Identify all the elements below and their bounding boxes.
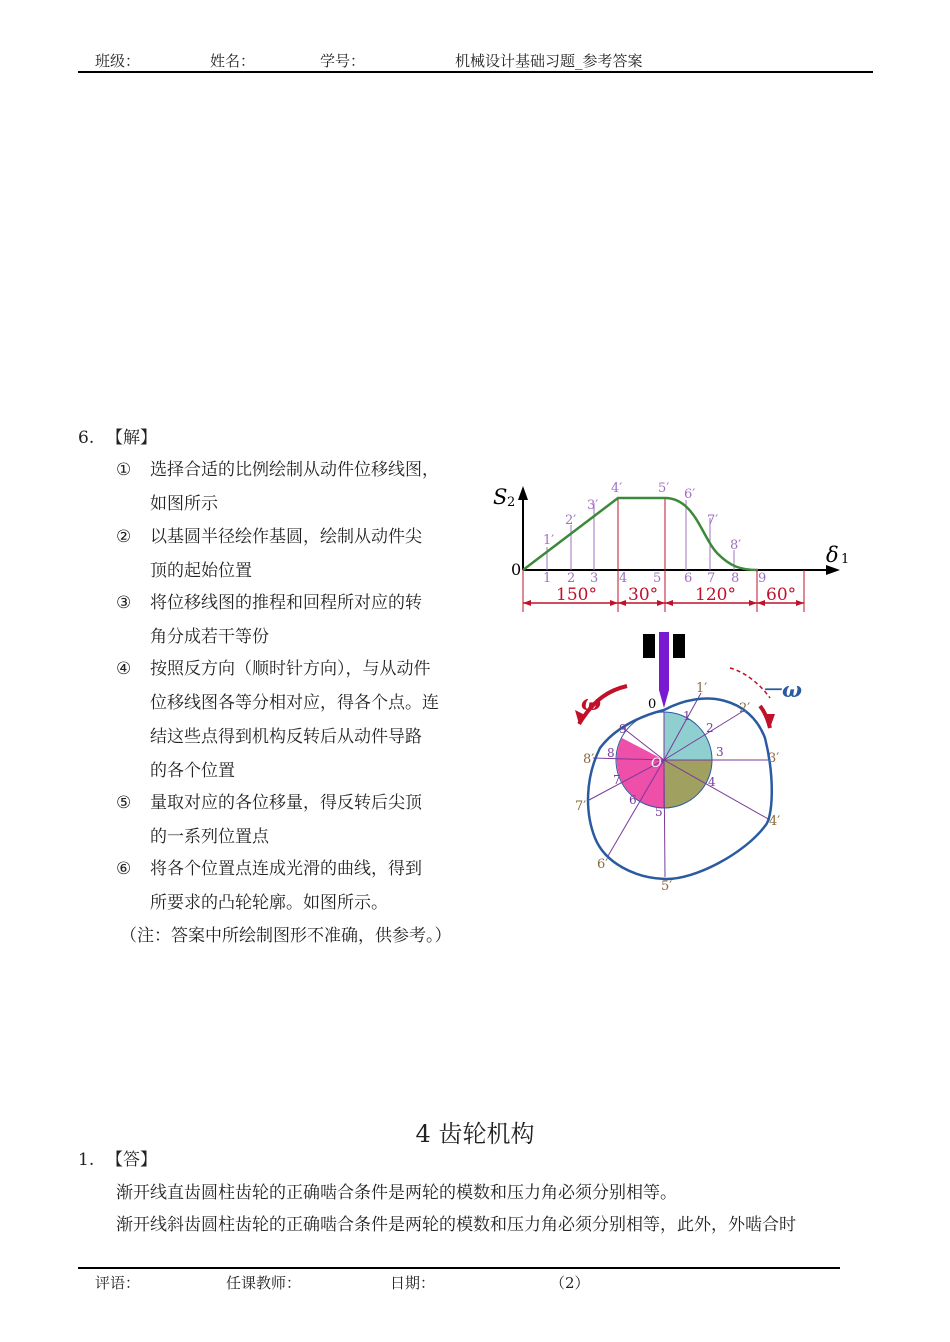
outer-point-label: 5′ bbox=[661, 879, 673, 894]
step-text: 位移线图各等分相对应，得各个点。连 bbox=[150, 693, 439, 713]
question-6-tag: 【解】 bbox=[106, 428, 157, 448]
inner-point-label: 6 bbox=[629, 793, 637, 807]
step-text: 按照反方向（顺时针方向），与从动件 bbox=[150, 659, 431, 679]
point-label: 7′ bbox=[707, 513, 719, 528]
point-label: 3′ bbox=[587, 498, 599, 513]
tick-label: 4 bbox=[619, 571, 628, 586]
tick-label: 2 bbox=[567, 571, 576, 586]
name-label: 姓名： bbox=[210, 52, 256, 70]
footer-rule bbox=[78, 1267, 840, 1269]
inner-point-label: 3 bbox=[716, 745, 724, 759]
displacement-curve bbox=[523, 498, 758, 570]
tick-label: 5 bbox=[653, 571, 662, 586]
question-1-number: 1. bbox=[78, 1150, 95, 1170]
tick-label: 3 bbox=[590, 571, 599, 586]
doc-title: 机械设计基础习题_参考答案 bbox=[455, 52, 643, 70]
segment-label: 150° bbox=[556, 585, 597, 605]
step-mark: ② bbox=[116, 527, 132, 547]
note: （注：答案中所绘制图形不准确，供参考。） bbox=[120, 926, 452, 946]
inner-point-label: 7 bbox=[613, 773, 621, 787]
date-label: 日期： bbox=[390, 1274, 436, 1292]
step-mark: ④ bbox=[116, 659, 132, 679]
step-text: 将位移线图的推程和回程所对应的转 bbox=[150, 593, 422, 613]
step-text: 的一系列位置点 bbox=[150, 827, 269, 847]
segment-label: 30° bbox=[628, 585, 659, 605]
header-rule bbox=[78, 71, 873, 73]
follower-guide-right bbox=[673, 634, 685, 658]
step-text: 如图所示 bbox=[150, 494, 218, 514]
point-label: 8′ bbox=[730, 538, 742, 553]
y-axis-sub: 2 bbox=[507, 495, 516, 510]
class-label: 班级： bbox=[95, 52, 141, 70]
inner-point-label: 4 bbox=[708, 775, 716, 789]
omega-label: ω bbox=[581, 690, 601, 715]
x-axis-sub: 1 bbox=[841, 552, 850, 567]
point-label: 6′ bbox=[684, 487, 696, 502]
step-text: 以基圆半径绘作基圆，绘制从动件尖 bbox=[150, 527, 422, 547]
comment-label: 评语： bbox=[95, 1274, 141, 1292]
question-1-tag: 【答】 bbox=[106, 1150, 157, 1170]
inner-point-label: 1 bbox=[683, 709, 691, 723]
step-mark: ⑤ bbox=[116, 793, 132, 813]
outer-point-label: 2′ bbox=[739, 701, 751, 716]
teacher-label: 任课教师： bbox=[226, 1274, 302, 1292]
answer-line: 渐开线直齿圆柱齿轮的正确啮合条件是两轮的模数和压力角必须分别相等。 bbox=[116, 1183, 677, 1203]
outer-point-label: 6′ bbox=[597, 857, 609, 872]
segment-label: 60° bbox=[766, 585, 797, 605]
step-mark: ① bbox=[116, 460, 132, 480]
outer-point-label: 4′ bbox=[769, 814, 781, 829]
follower-tip bbox=[659, 690, 669, 708]
step-text: 所要求的凸轮轮廓。如图所示。 bbox=[150, 893, 388, 913]
x-axis-label: δ bbox=[826, 543, 839, 567]
tick-label: 6 bbox=[684, 571, 693, 586]
step-text: 顶的起始位置 bbox=[150, 561, 252, 581]
answer-line: 渐开线斜齿圆柱齿轮的正确啮合条件是两轮的模数和压力角必须分别相等，此外，外啮合时 bbox=[116, 1215, 796, 1235]
outer-point-label: 1′ bbox=[696, 681, 708, 696]
tick-label: 9 bbox=[758, 571, 767, 586]
section-title: 4 齿轮机构 bbox=[415, 1120, 535, 1148]
point-label: 4′ bbox=[611, 481, 623, 496]
step-text: 量取对应的各位移量，得反转后尖顶 bbox=[150, 793, 422, 813]
step-mark: ⑥ bbox=[116, 859, 132, 879]
neg-omega-arrowhead bbox=[763, 714, 775, 728]
outer-point-label: 8′ bbox=[583, 752, 595, 767]
displacement-diagram bbox=[490, 478, 855, 620]
tick-label: 8 bbox=[731, 571, 740, 586]
cam-profile-diagram bbox=[565, 628, 825, 896]
start-label: 0 bbox=[648, 697, 657, 712]
step-mark: ③ bbox=[116, 593, 132, 613]
point-label: 5′ bbox=[658, 481, 670, 496]
y-axis-label: S bbox=[493, 485, 508, 509]
inner-point-label: 2 bbox=[706, 721, 714, 735]
inner-point-label: 5 bbox=[655, 805, 663, 819]
follower-guide-left bbox=[643, 634, 655, 658]
inner-point-label: 8 bbox=[607, 746, 615, 760]
outer-point-label: 7′ bbox=[575, 799, 587, 814]
tick-label: 7 bbox=[707, 571, 716, 586]
point-label: 1′ bbox=[543, 533, 555, 548]
point-label: 2′ bbox=[565, 513, 577, 528]
step-text: 结这些点得到机构反转后从动件导路 bbox=[150, 727, 422, 747]
step-text: 角分成若干等份 bbox=[150, 627, 269, 647]
student-id-label: 学号： bbox=[320, 52, 366, 70]
step-text: 的各个位置 bbox=[150, 761, 235, 781]
follower-rod bbox=[659, 632, 669, 690]
tick-label: 1 bbox=[543, 571, 552, 586]
step-text: 选择合适的比例绘制从动件位移线图， bbox=[150, 460, 439, 480]
y-axis-arrow bbox=[518, 486, 528, 500]
dwell-sector bbox=[664, 760, 712, 808]
question-6-number: 6. bbox=[78, 428, 95, 448]
step-text: 将各个位置点连成光滑的曲线，得到 bbox=[150, 859, 422, 879]
page-number: （2） bbox=[550, 1274, 590, 1292]
center-label: O bbox=[651, 756, 662, 771]
segment-label: 120° bbox=[695, 585, 736, 605]
neg-omega-label: －ω bbox=[761, 677, 802, 702]
outer-point-label: 3′ bbox=[768, 751, 780, 766]
origin-label: 0 bbox=[511, 560, 522, 579]
inner-point-label: 9 bbox=[619, 722, 627, 736]
